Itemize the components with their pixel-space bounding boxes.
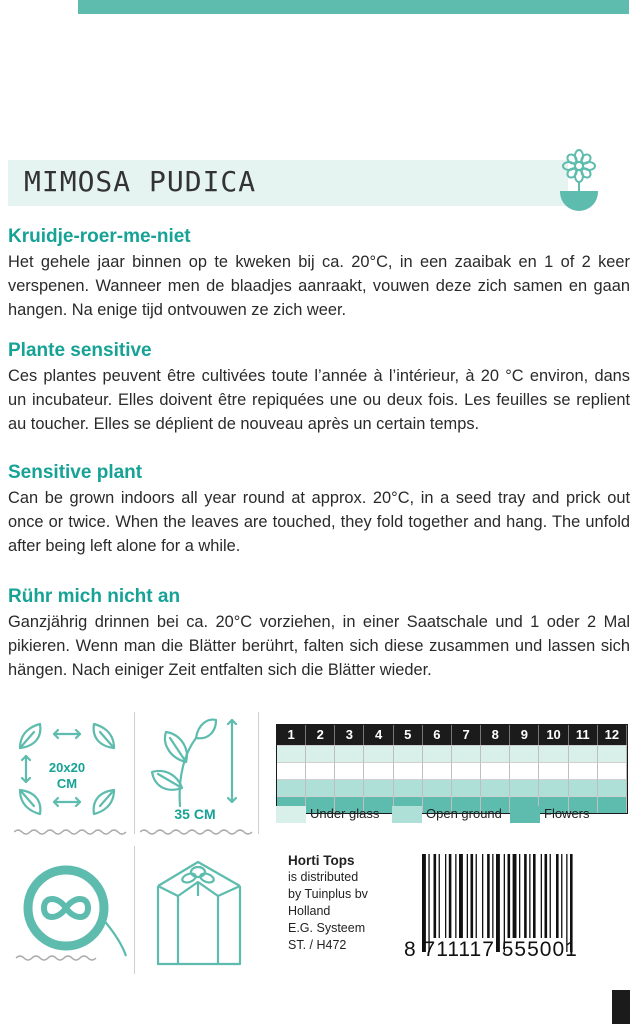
barcode-bar [492,854,493,938]
product-title: MIMOSA PUDICA [24,165,257,198]
distributor-line: E.G. Systeem [288,921,366,935]
calendar-cell-open [569,779,598,796]
month-header: 4 [364,725,393,745]
month-header: 3 [335,725,364,745]
plant-spacing-label: 20x20 CM [48,760,86,791]
barcode-bar [467,854,468,938]
calendar-cell-empty [510,762,539,779]
corner-mark [612,990,630,1024]
barcode-bar [459,854,463,938]
distributor-line: Holland [288,904,331,918]
barcode-bar [449,854,452,938]
month-header: 5 [394,725,423,745]
section-dutch [8,226,630,322]
calendar-cell-glass [510,745,539,762]
calendar-cell-glass [364,745,393,762]
barcode-bar [524,854,527,938]
perennial-infinity-icon [14,858,132,970]
calendar-cell-glass [452,745,481,762]
distributor-info [288,852,408,954]
calendar-cell-glass [481,745,510,762]
legend-label: Open ground [426,806,502,821]
calendar-cell-empty [569,762,598,779]
month-header: 10 [539,725,568,745]
vertical-divider [134,846,135,974]
calendar-cell-empty [539,762,568,779]
calendar-cell-open [394,779,423,796]
barcode-bar [482,854,483,938]
barcode-bar [439,854,440,938]
barcode-bar [455,854,456,938]
distributor-line: is distributed [288,870,359,884]
section-body: Het gehele jaar binnen op te kweken bij ca. 20°C, in een zaaibak en 1 of 2 keer verspenen. Wanneer men de blaadjes aanraakt, vouwen deze zich samen en gaan hangen. Na enige tijd ontvouwen ze zich weer. [8,253,630,319]
plant-height-label: 35 CM [174,806,216,822]
calendar-cell-glass [539,745,568,762]
month-header: 6 [423,725,452,745]
brand-name: Horti Tops [288,853,355,868]
distributor-line: ST. / H472 [288,938,347,952]
barcode-bar [533,854,536,938]
barcode-bar [541,854,542,938]
barcode-bar [556,854,559,938]
barcode-bar [476,854,477,938]
section-german [8,586,630,682]
section-heading: Kruidje-roer-me-niet [8,226,191,247]
barcode-bar [434,854,437,938]
barcode-bar [487,854,490,938]
calendar-cell-empty [364,762,393,779]
top-color-bar [78,0,629,14]
month-header: 11 [569,725,598,745]
calendar-cell-open [306,779,335,796]
calendar-cell-glass [598,745,627,762]
calendar-cell-empty [452,762,481,779]
calendar-cell-glass [394,745,423,762]
calendar-cell-glass [335,745,364,762]
barcode-bar [561,854,562,938]
barcode-bar [508,854,511,938]
legend-label: Flowers [544,806,590,821]
section-heading: Sensitive plant [8,462,143,483]
calendar-cell-open [510,779,539,796]
wave-divider [140,828,254,836]
section-heading: Plante sensitive [8,340,152,361]
calendar-cell-empty [423,762,452,779]
calendar-cell-empty [598,762,627,779]
calendar-cell-glass [306,745,335,762]
legend-label: Under glass [310,806,380,821]
calendar-cell-open [277,779,306,796]
barcode-bar [519,854,520,938]
barcode-bar [471,854,474,938]
calendar-cell-empty [277,762,306,779]
barcode-bar [529,854,530,938]
calendar-cell-open [423,779,452,796]
barcode-bar [550,854,551,938]
legend-swatch [276,806,306,823]
distributor-line: by Tuinplus bv [288,887,368,901]
calendar-cell-empty [481,762,510,779]
month-header: 1 [277,725,306,745]
calendar-cell-open [539,779,568,796]
section-heading: Rühr mich nicht an [8,586,181,607]
calendar-cell-open [481,779,510,796]
month-header: 9 [510,725,539,745]
barcode-number: 8 711117 555001 [404,938,578,961]
calendar-cell-empty [394,762,423,779]
greenhouse-icon [148,852,250,972]
calendar-cell-open [364,779,393,796]
section-body: Ganzjährig drinnen bei ca. 20°C vorziehen, in einer Saatschale und 1 oder 2 Mal pikieren. Wenn man die Blätter berührt, falten sich diese zusammen und lassen sich hängen. Nach einiger Zeit entfalten sich die Blätter wieder. [8,613,630,679]
calendar-cell-empty [335,762,364,779]
section-body: Can be grown indoors all year round at approx. 20°C, in a seed tray and prick out once or twice. When the leaves are touched, they fold together and hang. The unfold after being left alone for a while. [8,489,630,555]
calendar-legend [276,806,628,826]
month-header: 12 [598,725,627,745]
month-header: 2 [306,725,335,745]
calendar-cell-empty [306,762,335,779]
vertical-divider [258,712,259,834]
calendar-cell-glass [569,745,598,762]
section-french [8,340,630,436]
calendar-grid [276,724,628,814]
calendar-cell-glass [277,745,306,762]
barcode-bar [445,854,446,938]
plant-height-icon [150,718,250,808]
calendar-cell-open [598,779,627,796]
vertical-divider [134,712,135,834]
legend-swatch [392,806,422,823]
barcode-bar [513,854,517,938]
calendar-cell-open [335,779,364,796]
calendar-cell-open [452,779,481,796]
month-header: 7 [452,725,481,745]
barcode-bar [545,854,548,938]
section-english [8,462,630,558]
potted-flower-icon [548,146,610,218]
calendar-cell-glass [423,745,452,762]
wave-divider [14,828,128,836]
month-header: 8 [481,725,510,745]
legend-swatch [510,806,540,823]
section-body: Ces plantes peuvent être cultivées toute l’année à l’intérieur, à 20 °C environ, dans un incubateur. Elles doivent être repiquées une ou deux fois. Les feuilles se replient au toucher. Elles se déplient de nouveau après un certain temps. [8,367,630,433]
sowing-calendar [276,724,628,814]
